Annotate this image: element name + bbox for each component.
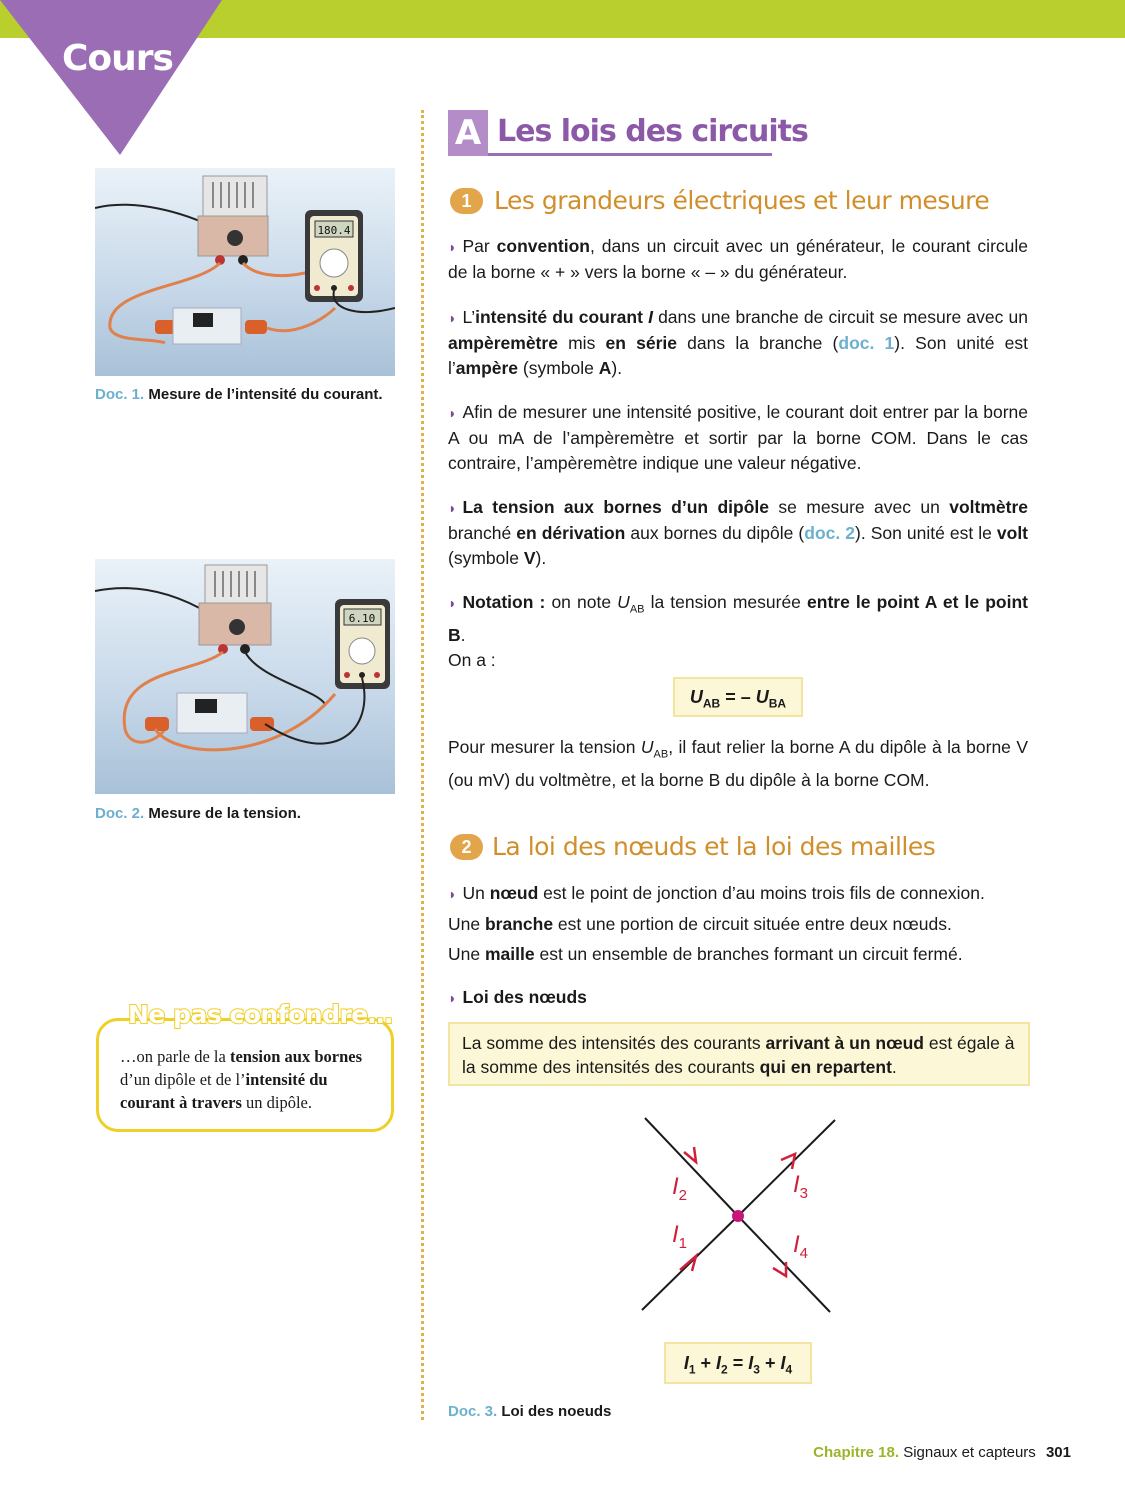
footer-title: Signaux et capteurs xyxy=(903,1444,1036,1461)
node-diagram xyxy=(620,1110,860,1320)
subheading-1-title: Les grandeurs électriques et leur mesure xyxy=(494,186,990,215)
column-divider xyxy=(421,110,424,1420)
note-title: Ne pas confondre… xyxy=(128,1000,393,1029)
label-i3: $I_3$ xyxy=(793,1171,809,1202)
section-title: Les lois des circuits xyxy=(497,114,808,149)
doc2-photo xyxy=(95,559,395,794)
label-i2: $I_2$ xyxy=(672,1173,688,1204)
page-footer xyxy=(813,1444,1071,1461)
doc1-link[interactable]: doc. 1 xyxy=(838,333,895,353)
node-point xyxy=(732,1210,744,1222)
subheading-2-title: La loi des nœuds et la loi des mailles xyxy=(492,832,936,861)
paragraph-ampere-mesure: ◗ Afin de mesurer une intensité positive, le courant doit entrer par la borne A ou mA de l’ampèremètre et sortir par la borne COM. Dans le cas contraire, l’ampèremètre indique une valeur négative. xyxy=(448,402,1028,473)
paragraph-tension: ◗ La tension aux bornes d’un dipôle se mesure avec un voltmètre branché en dérivation aux bornes du dipôle (doc. 2). Son unité est le volt (symbole V). xyxy=(448,497,1029,568)
paragraph-intensite: ◗ L’intensité du courant I dans une branche de circuit se mesure avec un ampèremètre mis en série dans la branche (doc. 1). Son unité est l’ampère (symbole A). xyxy=(448,307,1028,378)
paragraph-notation: ◗ Notation : on note $U_{AB}$ la tension mesurée entre le point A et le point B. On a : xyxy=(448,592,1028,670)
doc2-caption: Doc. 2. Mesure de la tension. xyxy=(95,805,301,822)
subheading-1-number: 1 xyxy=(450,188,483,214)
section-heading xyxy=(448,110,808,156)
doc2-multimeter-display: 6.10 xyxy=(348,612,376,625)
paragraph-voltmetre: Pour mesurer la tension $U_{AB}$, il faut relier la borne A du dipôle à la borne V (ou mV) du voltmètre, et la borne B du dipôle à la borne COM. xyxy=(448,737,1028,790)
doc1-photo xyxy=(95,168,395,376)
paragraph-convention: ◗ Par convention, dans un circuit avec un générateur, le courant circule de la borne « + » vers la borne « – » du générateur. xyxy=(448,236,1028,282)
wire-i1 xyxy=(642,1216,738,1310)
label-i1: $I_1$ xyxy=(672,1221,688,1252)
wire-i3 xyxy=(738,1120,835,1216)
subheading-2-number: 2 xyxy=(450,834,483,860)
formula-uab: $U_{AB}$ = – $U_{BA}$ xyxy=(673,677,803,717)
doc2-link[interactable]: doc. 2 xyxy=(804,523,855,543)
doc3-caption: Doc. 3. Loi des noeuds xyxy=(448,1403,612,1420)
arrow-i1 xyxy=(680,1256,696,1271)
section-label: Cours xyxy=(62,38,173,79)
section-letter: A xyxy=(448,110,488,156)
wire-i2 xyxy=(645,1118,738,1216)
label-i4: $I_4$ xyxy=(793,1231,809,1262)
loi-des-noeuds-title: ◗ Loi des nœuds xyxy=(448,987,587,1007)
note-text: …on parle de la tension aux bornes d’un dipôle et de l’intensité du courant à travers un dipôle. xyxy=(120,1047,362,1112)
footer-chapter: Chapitre 18. xyxy=(813,1444,900,1461)
doc1-multimeter-display: 180.4 xyxy=(317,224,351,237)
rule-box: La somme des intensités des courants arrivant à un nœud est égale à la somme des intensités des courants qui en repartent. xyxy=(448,1022,1030,1086)
page-number: 301 xyxy=(1045,1444,1071,1461)
paragraph-definitions: ◗ Un nœud est le point de jonction d’au moins trois fils de connexion. Une branche est une portion de circuit située entre deux nœuds. Une maille est un ensemble de branches formant un circuit fermé. xyxy=(448,883,985,964)
doc1-caption: Doc. 1. Mesure de l’intensité du courant. xyxy=(95,386,383,403)
formula-noeuds: $I_1 + I_2 = I_3 + I_4$ xyxy=(664,1342,812,1384)
section-triangle xyxy=(0,0,240,160)
wire-i4 xyxy=(738,1216,830,1312)
